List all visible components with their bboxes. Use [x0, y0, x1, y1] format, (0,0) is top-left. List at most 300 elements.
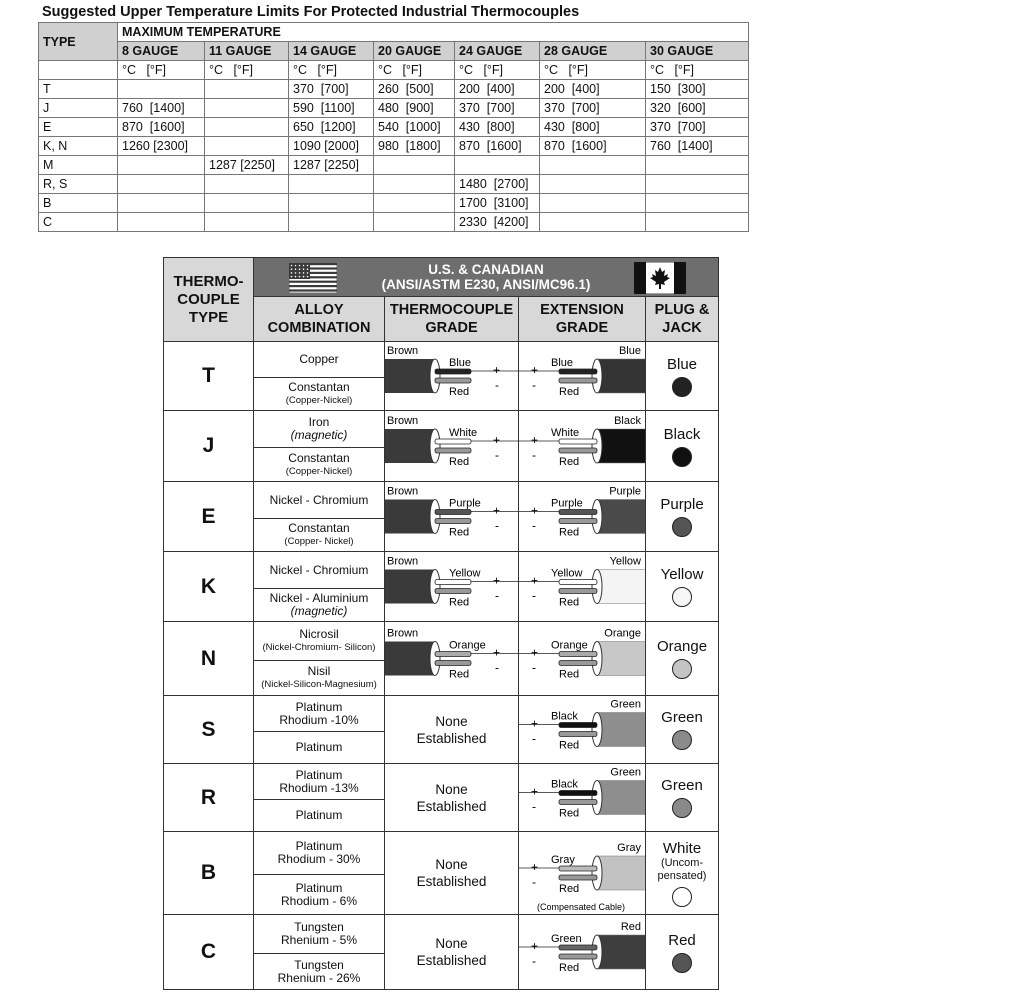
negative-conductor: [559, 800, 597, 805]
positive-color-label: Blue: [551, 357, 574, 369]
page-title: Suggested Upper Temperature Limits For Protected Industrial Thermocouples: [42, 4, 580, 20]
temperature-cell: [374, 156, 455, 175]
alloy-text: Rhodium -13%: [279, 780, 359, 795]
alloy-text: Nickel - Aluminium: [269, 591, 369, 605]
alloy-text: Rhenium - 5%: [280, 933, 358, 947]
minus-sign: -: [532, 378, 536, 392]
extension-grade-cell: [519, 411, 646, 482]
temperature-cell: [289, 213, 374, 232]
plug-jack-cell: [646, 411, 719, 482]
positive-conductor: [559, 369, 597, 374]
alloy-cell: [254, 482, 385, 552]
negative-color-label: Red: [449, 596, 470, 609]
established-text: Established: [416, 798, 487, 814]
thermocouple-row: [164, 482, 719, 552]
thermocouple-grade-cell: [385, 342, 519, 411]
type-cell: M: [39, 156, 118, 175]
alloy-text: Copper: [299, 352, 339, 366]
alloy-text: Tungsten: [294, 957, 344, 972]
jacket-color-label: Purple: [609, 485, 641, 498]
temperature-cell: 980 [1800]: [374, 137, 455, 156]
extension-grade-cell: [519, 832, 646, 915]
plus-sign: +: [531, 860, 539, 874]
plus-sign: +: [531, 939, 539, 953]
minus-sign: -: [495, 518, 499, 533]
extension-grade-cell: [519, 552, 646, 622]
gauge-header: 24 GAUGE: [455, 42, 540, 61]
negative-color-label: Red: [559, 386, 580, 398]
temperature-cell: 200 [400]: [540, 80, 646, 99]
alloy-text: Platinum: [295, 880, 343, 895]
positive-conductor: [435, 580, 471, 585]
negative-conductor: [559, 519, 597, 524]
alloy-text: Tungsten: [294, 920, 344, 934]
thermocouple-type-header: THERMO- COUPLE TYPE: [164, 258, 254, 342]
type-cell: B: [39, 194, 118, 213]
temperature-cell: 590 [1100]: [289, 99, 374, 118]
positive-color-label: Green: [551, 933, 582, 945]
plug-jack-header: PLUG & JACK: [646, 297, 719, 342]
gauge-header: 11 GAUGE: [205, 42, 289, 61]
plug-color-swatch: [672, 659, 692, 679]
plug-color-swatch: [672, 887, 692, 907]
plus-sign: +: [531, 645, 539, 660]
extension-wire-diagram: [519, 342, 645, 410]
negative-alloy: [254, 800, 384, 831]
negative-alloy: [254, 378, 384, 410]
temperature-cell: 1287 [2250]: [205, 156, 289, 175]
thermocouple-jacket: [385, 642, 435, 676]
none-text: None: [435, 781, 468, 797]
jacket-end: [592, 781, 602, 815]
positive-alloy: [254, 342, 384, 378]
extension-grade-cell: [519, 696, 646, 764]
plus-sign: +: [531, 503, 539, 518]
table-row: [39, 175, 749, 194]
none-established: [385, 713, 518, 747]
positive-alloy: [254, 552, 384, 589]
plug-color-swatch: [672, 953, 692, 973]
gauge-header: 8 GAUGE: [118, 42, 205, 61]
alloy-cell: [254, 764, 385, 832]
thermocouple-letter: J: [164, 411, 254, 482]
alloy-text: (Nickel-Chromium- Silicon): [262, 642, 376, 653]
positive-color-label: Purple: [551, 497, 583, 510]
alloy-combination-header: ALLOY COMBINATION: [254, 297, 385, 342]
extension-wire-diagram: [519, 832, 645, 914]
temperature-cell: 370 [700]: [646, 118, 749, 137]
temperature-cell: [646, 175, 749, 194]
positive-conductor: [559, 439, 597, 444]
temperature-cell: 870 [1600]: [540, 137, 646, 156]
positive-conductor: [559, 510, 597, 515]
jacket-end: [430, 429, 440, 463]
thermocouple-letter: N: [164, 622, 254, 696]
extension-wire-diagram: [519, 552, 645, 621]
jacket-color-label: Green: [610, 698, 641, 711]
none-established: [385, 781, 518, 815]
unit-label: °C [°F]: [646, 61, 749, 80]
alloy-cell: [254, 696, 385, 764]
established-text: Established: [416, 730, 487, 746]
minus-sign: -: [495, 448, 499, 462]
thermocouple-letter: S: [164, 696, 254, 764]
extension-grade-cell: [519, 342, 646, 411]
positive-alloy: [254, 482, 384, 519]
thermocouple-grade-cell: [385, 915, 519, 990]
thermocouple-jacket: [385, 500, 435, 534]
positive-alloy: [254, 764, 384, 800]
alloy-text: Nickel - Chromium: [269, 492, 369, 507]
plug-sub-label: (Uncom-pensated): [657, 856, 707, 882]
negative-alloy: [254, 589, 384, 621]
negative-conductor: [435, 378, 471, 383]
extension-grade-cell: [519, 622, 646, 696]
thermocouple-letter: E: [164, 482, 254, 552]
type-cell: J: [39, 99, 118, 118]
positive-conductor: [559, 866, 597, 871]
alloy-cell: [254, 342, 385, 411]
alloy-cell: [254, 411, 385, 482]
minus-sign: -: [532, 875, 536, 889]
temperature-cell: 320 [600]: [646, 99, 749, 118]
negative-color-label: Red: [559, 526, 580, 539]
temperature-cell: 1287 [2250]: [289, 156, 374, 175]
temperature-cell: 260 [500]: [374, 80, 455, 99]
alloy-text: Rhodium - 30%: [277, 852, 361, 866]
thermocouple-row: [164, 411, 719, 482]
alloy-text: (Copper-Nickel): [285, 465, 353, 477]
unit-label: °C [°F]: [374, 61, 455, 80]
established-text: Established: [416, 874, 487, 889]
thermocouple-row: [164, 915, 719, 990]
plug-color-swatch: [672, 517, 692, 537]
positive-color-label: Orange: [449, 639, 486, 652]
plus-sign: +: [493, 363, 501, 377]
alloy-text: Constantan: [288, 521, 350, 535]
positive-alloy: [254, 915, 384, 954]
negative-alloy: [254, 661, 384, 695]
plug-jack-cell: [646, 342, 719, 411]
temperature-cell: 1700 [3100]: [455, 194, 540, 213]
extension-jacket: [597, 642, 645, 676]
table-row: [39, 80, 749, 99]
thermocouple-wire-diagram: [385, 411, 518, 481]
temperature-cell: [118, 194, 205, 213]
minus-sign: -: [532, 518, 536, 533]
minus-sign: -: [532, 954, 536, 968]
temperature-cell: 370 [700]: [540, 99, 646, 118]
negative-conductor: [559, 661, 597, 666]
plug-jack-cell: [646, 552, 719, 622]
table-row: [39, 137, 749, 156]
none-established: [385, 856, 518, 890]
plus-sign: +: [531, 784, 539, 799]
temperature-cell: 200 [400]: [455, 80, 540, 99]
unit-label: °C [°F]: [455, 61, 540, 80]
temperature-cell: [289, 175, 374, 194]
extension-wire-diagram: [519, 696, 645, 763]
jacket-end: [430, 570, 440, 604]
jacket-end: [592, 359, 602, 393]
unit-label: °C [°F]: [205, 61, 289, 80]
positive-color-label: Gray: [551, 854, 575, 866]
jacket-color-label: Black: [614, 415, 641, 427]
thermocouple-grade-cell: [385, 552, 519, 622]
plug-jack-cell: [646, 696, 719, 764]
extension-jacket: [597, 429, 645, 463]
temperature-cell: 760 [1400]: [118, 99, 205, 118]
negative-color-label: Red: [559, 596, 580, 609]
plug-jack-cell: [646, 915, 719, 990]
temperature-cell: 1260 [2300]: [118, 137, 205, 156]
extension-wire-diagram: [519, 915, 645, 989]
alloy-text: Nisil: [307, 664, 331, 678]
alloy-text: Rhenium - 26%: [277, 970, 361, 985]
thermocouple-letter: R: [164, 764, 254, 832]
positive-color-label: Yellow: [449, 567, 481, 580]
negative-color-label: Red: [449, 456, 470, 468]
temperature-cell: 540 [1000]: [374, 118, 455, 137]
thermocouple-wire-diagram: [385, 552, 518, 621]
thermocouple-letter: B: [164, 832, 254, 915]
thermocouple-grade-cell: [385, 411, 519, 482]
plus-sign: +: [531, 573, 539, 588]
thermocouple-grade-cell: [385, 832, 519, 915]
alloy-text: Rhodium - 6%: [280, 893, 358, 908]
minus-sign: -: [532, 588, 536, 603]
thermocouple-grade-cell: [385, 482, 519, 552]
thermocouple-wire-diagram: [385, 622, 518, 695]
negative-conductor: [435, 448, 471, 453]
negative-color-label: Red: [449, 386, 470, 398]
negative-color-label: Red: [559, 668, 580, 681]
alloy-text: Platinum: [295, 740, 343, 754]
negative-color-label: Red: [559, 962, 580, 974]
temperature-cell: 370 [700]: [289, 80, 374, 99]
temperature-cell: [118, 175, 205, 194]
positive-alloy: [254, 696, 384, 732]
plug-color-label: Black: [663, 425, 701, 443]
positive-color-label: Black: [551, 778, 578, 791]
negative-color-label: Red: [449, 526, 470, 539]
thermocouple-row: [164, 764, 719, 832]
minus-sign: -: [495, 660, 499, 675]
jacket-end: [592, 429, 602, 463]
thermocouple-wire-diagram: [385, 482, 518, 551]
jacket-end: [592, 856, 602, 890]
positive-color-label: Blue: [449, 357, 472, 369]
extension-jacket: [597, 935, 645, 969]
gauge-header: 30 GAUGE: [646, 42, 749, 61]
plug-color-label: Green: [661, 777, 703, 794]
temperature-cell: 150 [300]: [646, 80, 749, 99]
alloy-cell: [254, 552, 385, 622]
temperature-cell: 370 [700]: [455, 99, 540, 118]
gauge-header: 14 GAUGE: [289, 42, 374, 61]
positive-color-label: White: [551, 427, 580, 439]
gauge-header: 28 GAUGE: [540, 42, 646, 61]
minus-sign: -: [532, 731, 536, 746]
negative-conductor: [559, 448, 597, 453]
thermocouple-wire-diagram: [385, 342, 518, 410]
alloy-text: (magnetic): [290, 428, 348, 442]
positive-conductor: [435, 652, 471, 657]
thermocouple-grade-cell: [385, 696, 519, 764]
negative-color-label: Red: [559, 739, 580, 752]
jacket-color-label: Brown: [387, 485, 419, 498]
plus-sign: +: [493, 503, 501, 518]
temperature-cell: [374, 194, 455, 213]
table-row: [39, 118, 749, 137]
thermocouple-letter: K: [164, 552, 254, 622]
table-row: [39, 194, 749, 213]
temperature-cell: [205, 118, 289, 137]
max-temperature-header: MAXIMUM TEMPERATURE: [118, 23, 749, 42]
jacket-color-label: Yellow: [609, 555, 641, 568]
temperature-cell: [646, 213, 749, 232]
minus-sign: -: [495, 378, 499, 392]
plug-color-swatch: [672, 798, 692, 818]
alloy-text: Nickel - Chromium: [269, 562, 369, 577]
plug-color-swatch: [672, 447, 692, 467]
type-cell: K, N: [39, 137, 118, 156]
temperature-cell: [205, 137, 289, 156]
temperature-cell: 1090 [2000]: [289, 137, 374, 156]
temperature-cell: 2330 [4200]: [455, 213, 540, 232]
positive-conductor: [435, 510, 471, 515]
thermocouple-row: [164, 832, 719, 915]
positive-conductor: [435, 439, 471, 444]
thermocouple-row: [164, 696, 719, 764]
plug-jack-cell: [646, 832, 719, 915]
jacket-color-label: Orange: [604, 627, 641, 640]
positive-alloy: [254, 411, 384, 448]
jacket-color-label: Gray: [617, 842, 641, 854]
type-cell: R, S: [39, 175, 118, 194]
alloy-text: (Copper- Nickel): [284, 536, 354, 547]
extension-jacket: [597, 359, 645, 393]
extension-grade-header: EXTENSION GRADE: [519, 297, 646, 342]
plug-jack-cell: [646, 482, 719, 552]
table-row: [39, 99, 749, 118]
temperature-limits-table: [38, 22, 749, 232]
extension-wire-diagram: [519, 482, 645, 551]
minus-sign: -: [532, 660, 536, 675]
alloy-cell: [254, 832, 385, 915]
canada-flag-icon: [634, 262, 686, 294]
jacket-end: [592, 713, 602, 747]
extension-wire-diagram: [519, 411, 645, 481]
temperature-cell: [540, 194, 646, 213]
temperature-cell: [118, 213, 205, 232]
jacket-color-label: Red: [620, 921, 641, 933]
temperature-cell: [646, 156, 749, 175]
temperature-cell: [205, 80, 289, 99]
temperature-cell: [205, 194, 289, 213]
minus-sign: -: [495, 588, 499, 603]
negative-color-label: Red: [449, 668, 470, 681]
negative-alloy: [254, 954, 384, 989]
alloy-text: Platinum: [295, 808, 343, 822]
extension-jacket: [597, 713, 645, 747]
none-text: None: [435, 713, 468, 729]
thermocouple-grade-cell: [385, 622, 519, 696]
type-cell: E: [39, 118, 118, 137]
temperature-cell: [205, 213, 289, 232]
thermocouple-jacket: [385, 429, 435, 463]
unit-label: °C [°F]: [540, 61, 646, 80]
negative-conductor: [435, 661, 471, 666]
thermocouple-row: [164, 552, 719, 622]
plug-color-label: Yellow: [660, 566, 704, 583]
extension-wire-diagram: [519, 764, 645, 831]
alloy-text: Constantan: [288, 450, 350, 465]
positive-color-label: Purple: [449, 497, 481, 510]
temperature-cell: [118, 80, 205, 99]
temperature-cell: [540, 213, 646, 232]
positive-conductor: [435, 369, 471, 374]
alloy-cell: [254, 915, 385, 990]
negative-alloy: [254, 732, 384, 763]
positive-color-label: White: [449, 427, 478, 439]
type-column-header: TYPE: [39, 23, 118, 61]
compensated-note: (Compensated Cable): [536, 902, 626, 912]
standard-reference: (ANSI/ASTM E230, ANSI/MC96.1): [381, 277, 591, 292]
extension-wire-diagram: [519, 622, 645, 695]
negative-conductor: [559, 954, 597, 959]
positive-conductor: [559, 652, 597, 657]
table-row: [39, 213, 749, 232]
temperature-cell: 870 [1600]: [118, 118, 205, 137]
plus-sign: +: [531, 363, 539, 377]
temperature-cell: [646, 194, 749, 213]
temperature-cell: [118, 156, 205, 175]
none-established: [385, 935, 518, 969]
jacket-end: [592, 500, 602, 534]
plug-jack-cell: [646, 622, 719, 696]
jacket-color-label: Brown: [387, 345, 419, 357]
alloy-text: Constantan: [288, 380, 350, 394]
temperature-cell: [374, 213, 455, 232]
negative-color-label: Red: [559, 883, 580, 895]
positive-conductor: [559, 945, 597, 950]
plug-color-swatch: [672, 587, 692, 607]
extension-grade-cell: [519, 915, 646, 990]
plug-jack-cell: [646, 764, 719, 832]
none-text: None: [435, 936, 468, 951]
temperature-cell: [540, 175, 646, 194]
positive-color-label: Black: [551, 710, 578, 723]
temperature-cell: 760 [1400]: [646, 137, 749, 156]
alloy-cell: [254, 622, 385, 696]
temperature-cell: [205, 99, 289, 118]
region-header: [254, 258, 719, 297]
temperature-cell: 650 [1200]: [289, 118, 374, 137]
alloy-text: (Copper-Nickel): [285, 395, 353, 406]
plus-sign: +: [493, 573, 501, 588]
temperature-cell: [455, 156, 540, 175]
temperature-cell: [540, 156, 646, 175]
gauge-header: 20 GAUGE: [374, 42, 455, 61]
extension-grade-cell: [519, 482, 646, 552]
alloy-text: Platinum: [295, 767, 343, 782]
alloy-text: Nicrosil: [299, 627, 339, 641]
extension-jacket: [597, 856, 645, 890]
positive-conductor: [559, 580, 597, 585]
plug-color-label: White: [662, 839, 702, 857]
temperature-cell: 480 [900]: [374, 99, 455, 118]
